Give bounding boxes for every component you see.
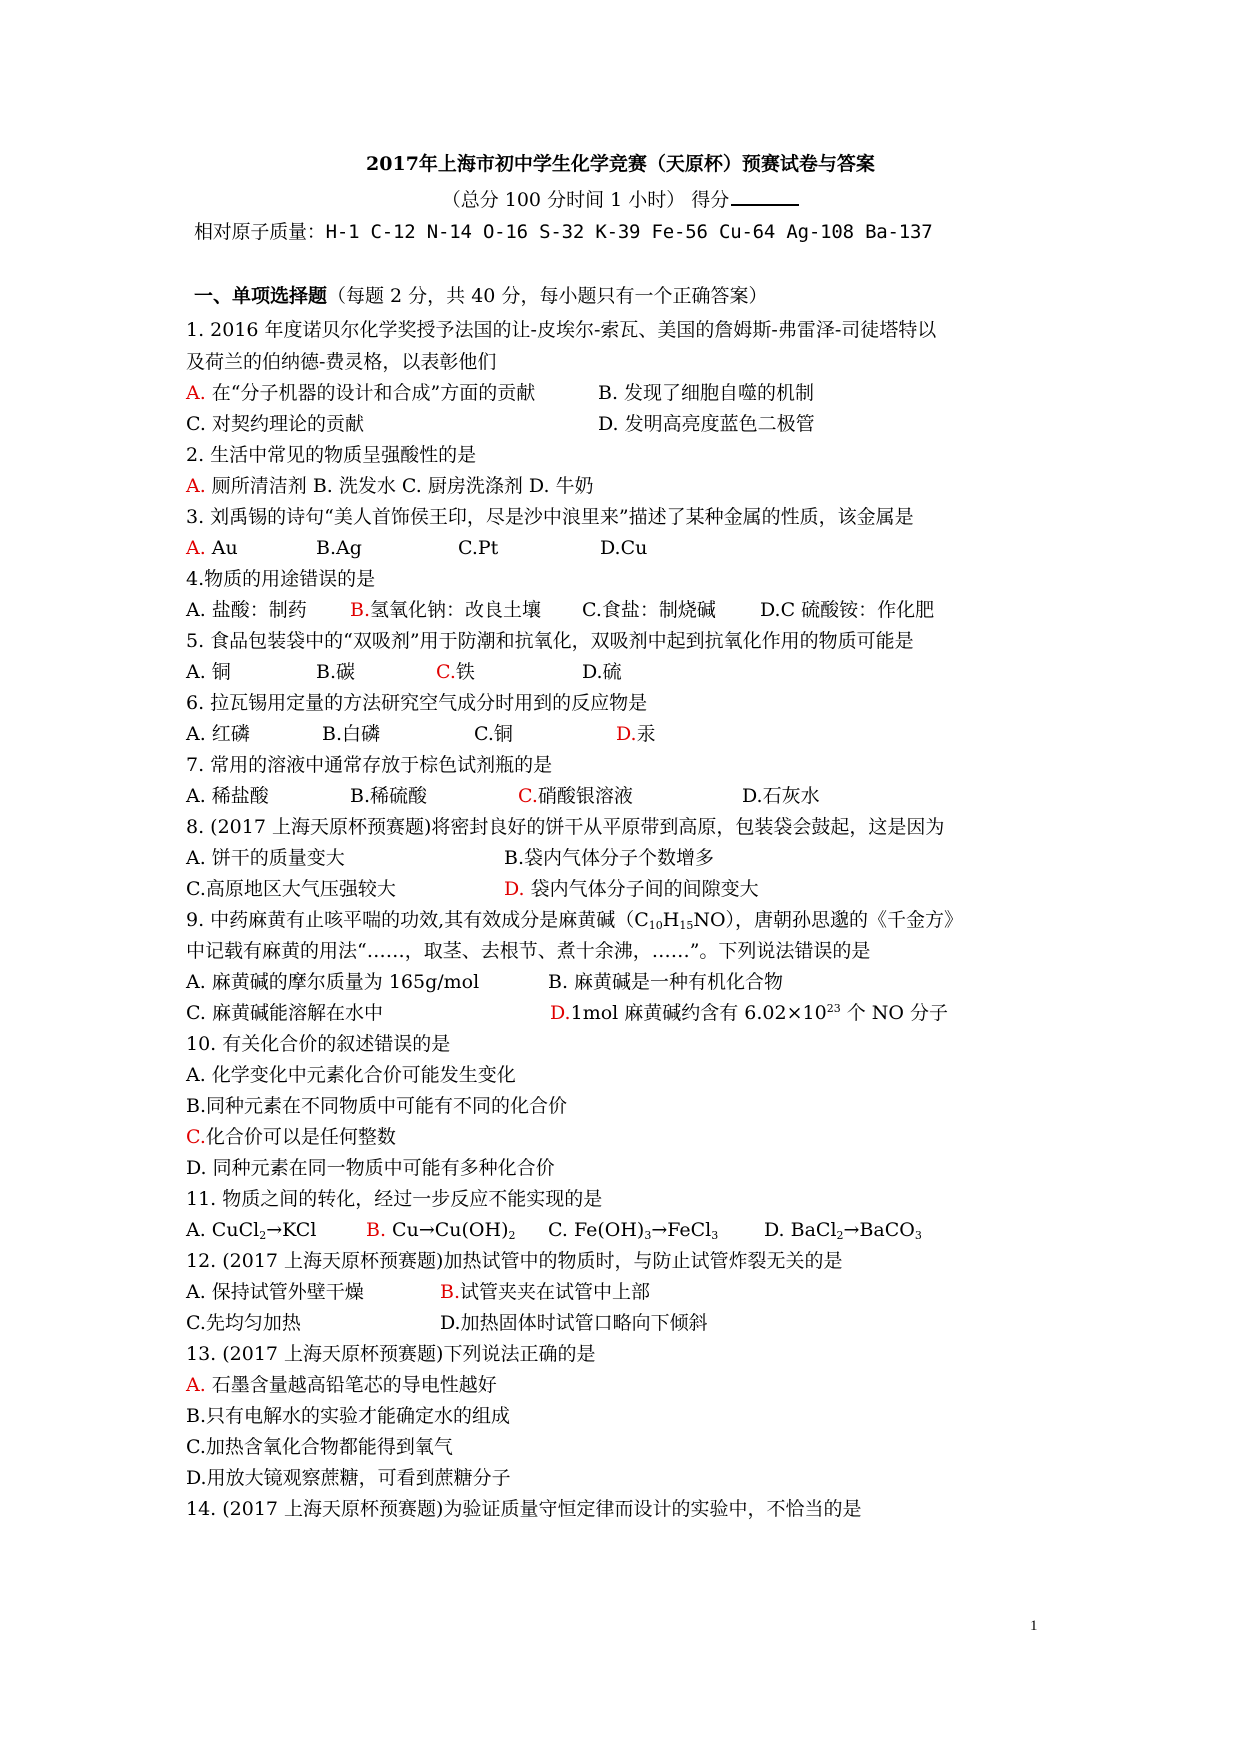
q8-options-cd xyxy=(186,874,1066,905)
q9-option-d-pre: 1mol 麻黄碱约含有 6.02×10 xyxy=(570,1002,827,1024)
q7-option-b: B.稀硫酸 xyxy=(350,785,428,807)
q4-options xyxy=(186,595,1066,626)
questions xyxy=(186,314,1066,1525)
q4-answer-key: B. xyxy=(350,599,371,621)
q1-answer-key: A. xyxy=(186,382,206,404)
q10-option-b: B.同种元素在不同物质中可能有不同的化合价 xyxy=(186,1095,568,1117)
q7-options xyxy=(186,781,1066,812)
q11-option-a-post: →KCl xyxy=(266,1219,317,1241)
q13-answer-key: A. xyxy=(186,1374,206,1396)
q13-option-a-line xyxy=(186,1370,1066,1401)
q6-stem: 6. 拉瓦锡用定量的方法研究空气成分时用到的反应物是 xyxy=(186,692,648,714)
q11-option-c-sub: 3 xyxy=(644,1229,652,1242)
q2-answer-key: A. xyxy=(186,475,206,497)
q12-answer-key: B. xyxy=(440,1281,461,1303)
q10-option-c-line xyxy=(186,1122,1066,1153)
q2-options-text: 厕所清洁剂 B. 洗发水 C. 厨房洗涤剂 D. 牛奶 xyxy=(205,475,594,497)
q10-answer-key: C. xyxy=(186,1126,206,1148)
q9-option-d-post: 个 NO 分子 xyxy=(840,1002,949,1024)
q8-answer-key: D. xyxy=(504,878,525,900)
q4-option-c: C.食盐：制烧碱 xyxy=(582,599,716,621)
q3-option-b: B.Ag xyxy=(316,537,362,559)
q9-formula-h: H xyxy=(662,909,680,931)
q9-answer-key: D. xyxy=(550,1002,571,1024)
q9-stem-post: NO），唐朝孙思邈的《千金方》 xyxy=(693,909,964,931)
q9-stem-line-2: 中记载有麻黄的用法“……，取茎、去根节、煮十余沸，……”。下列说法错误的是 xyxy=(186,940,871,962)
q7-answer-key: C. xyxy=(518,785,538,807)
q9-options-ab xyxy=(186,967,1066,998)
q13-option-a: 石墨含量越高铅笔芯的导电性越好 xyxy=(205,1374,497,1396)
q11-option-d-sub2: 3 xyxy=(914,1229,922,1242)
q3-answer-key: A. xyxy=(186,537,206,559)
q8-option-a: A. 饼干的质量变大 xyxy=(186,847,345,869)
q9-formula-sub-c: 10 xyxy=(648,919,663,932)
q11-options xyxy=(186,1215,1066,1246)
q5-options xyxy=(186,657,1066,688)
page-number: 1 xyxy=(1030,1618,1038,1634)
q6-options xyxy=(186,719,1066,750)
q9-option-c: C. 麻黄碱能溶解在水中 xyxy=(186,1002,383,1024)
q9-option-b: B. 麻黄碱是一种有机化合物 xyxy=(548,971,784,993)
q1-option-b: B. 发现了细胞自噬的机制 xyxy=(598,382,815,404)
q8-stem: 8. (2017 上海天原杯预赛题)将密封良好的饼干从平原带到高原，包装袋会鼓起，这是因为 xyxy=(186,816,945,838)
q1-option-a: 在“分子机器的设计和合成”方面的贡献 xyxy=(205,382,536,404)
q10-option-c: 化合价可以是任何整数 xyxy=(205,1126,396,1148)
q2-options xyxy=(186,471,1066,502)
q1-option-c: C. 对契约理论的贡献 xyxy=(186,413,364,435)
q11-option-b-sub: 2 xyxy=(508,1229,516,1242)
q1-option-d: D. 发明高亮度蓝色二极管 xyxy=(598,413,815,435)
atomic-masses: 相对原子质量：H-1 C-12 N-14 O-16 S-32 K-39 Fe-56 Cu-64 Ag-108 Ba-137 xyxy=(194,221,933,243)
q13-option-c: C.加热含氧化合物都能得到氧气 xyxy=(186,1436,453,1458)
q5-option-b: B.碳 xyxy=(316,661,356,683)
q13-option-d: D.用放大镜观察蔗糖，可看到蔗糖分子 xyxy=(186,1467,511,1489)
q6-option-a: A. 红磷 xyxy=(186,723,250,745)
q14-stem: 14. (2017 上海天原杯预赛题)为验证质量守恒定律而设计的实验中，不恰当的是 xyxy=(186,1498,862,1520)
q3-stem: 3. 刘禹锡的诗句“美人首饰侯王印，尽是沙中浪里来”描述了某种金属的性质，该金属是 xyxy=(186,506,914,528)
q11-stem: 11. 物质之间的转化，经过一步反应不能实现的是 xyxy=(186,1188,603,1210)
q1-stem-line-2: 及荷兰的伯纳德-费灵格，以表彰他们 xyxy=(186,351,497,373)
q4-option-d: D.C 硫酸铵：作化肥 xyxy=(760,599,935,621)
q4-stem: 4.物质的用途错误的是 xyxy=(186,568,376,590)
q10-option-d: D. 同种元素在同一物质中可能有多种化合价 xyxy=(186,1157,555,1179)
q11-option-c-mid: →FeCl xyxy=(651,1219,712,1241)
q9-stem-line-1 xyxy=(186,905,1066,936)
q12-stem: 12. (2017 上海天原杯预赛题)加热试管中的物质时，与防止试管炸裂无关的是 xyxy=(186,1250,843,1272)
q11-option-b-pre: Cu→Cu(OH) xyxy=(386,1219,509,1241)
q9-option-a: A. 麻黄碱的摩尔质量为 165g/mol xyxy=(186,971,480,993)
section-heading xyxy=(194,284,767,308)
q4-option-b: 氢氧化钠：改良土壤 xyxy=(370,599,542,621)
q9-option-d-exponent: 23 xyxy=(826,1002,841,1015)
q5-option-c: 铁 xyxy=(455,661,475,683)
q11-option-c-sub2: 3 xyxy=(711,1229,719,1242)
q8-option-b: B.袋内气体分子个数增多 xyxy=(504,847,715,869)
q8-option-c: C.高原地区大气压强较大 xyxy=(186,878,396,900)
q11-answer-key: B. xyxy=(366,1219,387,1241)
q12-options-cd xyxy=(186,1308,1066,1339)
section-note: （每题 2 分，共 40 分，每小题只有一个正确答案） xyxy=(327,285,768,307)
section-title: 一、单项选择题 xyxy=(194,285,328,307)
q6-option-c: C.铜 xyxy=(474,723,513,745)
q9-formula-sub-h: 15 xyxy=(679,919,694,932)
q11-option-a-sub: 2 xyxy=(259,1229,267,1242)
q1-options-cd xyxy=(186,409,1066,440)
q7-option-d: D.石灰水 xyxy=(742,785,820,807)
q12-option-a: A. 保持试管外壁干燥 xyxy=(186,1281,364,1303)
q4-option-a: A. 盐酸：制药 xyxy=(186,599,307,621)
q5-answer-key: C. xyxy=(436,661,456,683)
q7-option-a: A. 稀盐酸 xyxy=(186,785,269,807)
q8-option-d: 袋内气体分子间的间隙变大 xyxy=(524,878,759,900)
q1-options-ab xyxy=(186,378,1066,409)
q2-stem: 2. 生活中常见的物质呈强酸性的是 xyxy=(186,444,477,466)
score-blank xyxy=(731,186,799,206)
q5-stem: 5. 食品包装袋中的“双吸剂”用于防潮和抗氧化，双吸剂中起到抗氧化作用的物质可能是 xyxy=(186,630,914,652)
q12-option-d: D.加热固体时试管口略向下倾斜 xyxy=(440,1312,708,1334)
q10-stem: 10. 有关化合价的叙述错误的是 xyxy=(186,1033,451,1055)
q6-option-d: 汞 xyxy=(636,723,656,745)
subtitle-text: （总分 100 分时间 1 小时） 得分 xyxy=(441,189,730,211)
q7-option-c: 硝酸银溶液 xyxy=(537,785,633,807)
q7-stem: 7. 常用的溶液中通常存放于棕色试剂瓶的是 xyxy=(186,754,553,776)
q3-options xyxy=(186,533,1066,564)
exam-subtitle xyxy=(0,186,1241,212)
exam-title: 2017年上海市初中学生化学竞赛（天原杯）预赛试卷与答案 xyxy=(366,153,875,175)
q3-option-c: C.Pt xyxy=(458,537,499,559)
q6-option-b: B.白磷 xyxy=(322,723,381,745)
q10-option-a: A. 化学变化中元素化合价可能发生变化 xyxy=(186,1064,516,1086)
q6-answer-key: D. xyxy=(616,723,637,745)
q5-option-d: D.硫 xyxy=(582,661,622,683)
q13-option-b: B.只有电解水的实验才能确定水的组成 xyxy=(186,1405,511,1427)
q11-option-d-pre: D. BaCl xyxy=(764,1219,837,1241)
q12-option-c: C.先均匀加热 xyxy=(186,1312,301,1334)
q13-stem: 13. (2017 上海天原杯预赛题)下列说法正确的是 xyxy=(186,1343,596,1365)
q3-option-a: Au xyxy=(205,537,238,559)
q11-option-a-pre: A. CuCl xyxy=(186,1219,260,1241)
q8-options-ab xyxy=(186,843,1066,874)
q11-option-d-mid: →BaCO xyxy=(843,1219,915,1241)
q1-stem-line-1: 1. 2016 年度诺贝尔化学奖授予法国的让-皮埃尔-索瓦、美国的詹姆斯-弗雷泽-司徒塔特以 xyxy=(186,319,937,341)
q11-option-c-pre: C. Fe(OH) xyxy=(548,1219,645,1241)
q9-stem-pre: 9. 中药麻黄有止咳平喘的功效,其有效成分是麻黄碱（C xyxy=(186,909,649,931)
q12-options-ab xyxy=(186,1277,1066,1308)
q12-option-b: 试管夹夹在试管中上部 xyxy=(460,1281,651,1303)
q5-option-a: A. 铜 xyxy=(186,661,231,683)
q11-option-d-sub: 2 xyxy=(836,1229,844,1242)
q9-options-cd xyxy=(186,998,1066,1029)
q3-option-d: D.Cu xyxy=(600,537,648,559)
